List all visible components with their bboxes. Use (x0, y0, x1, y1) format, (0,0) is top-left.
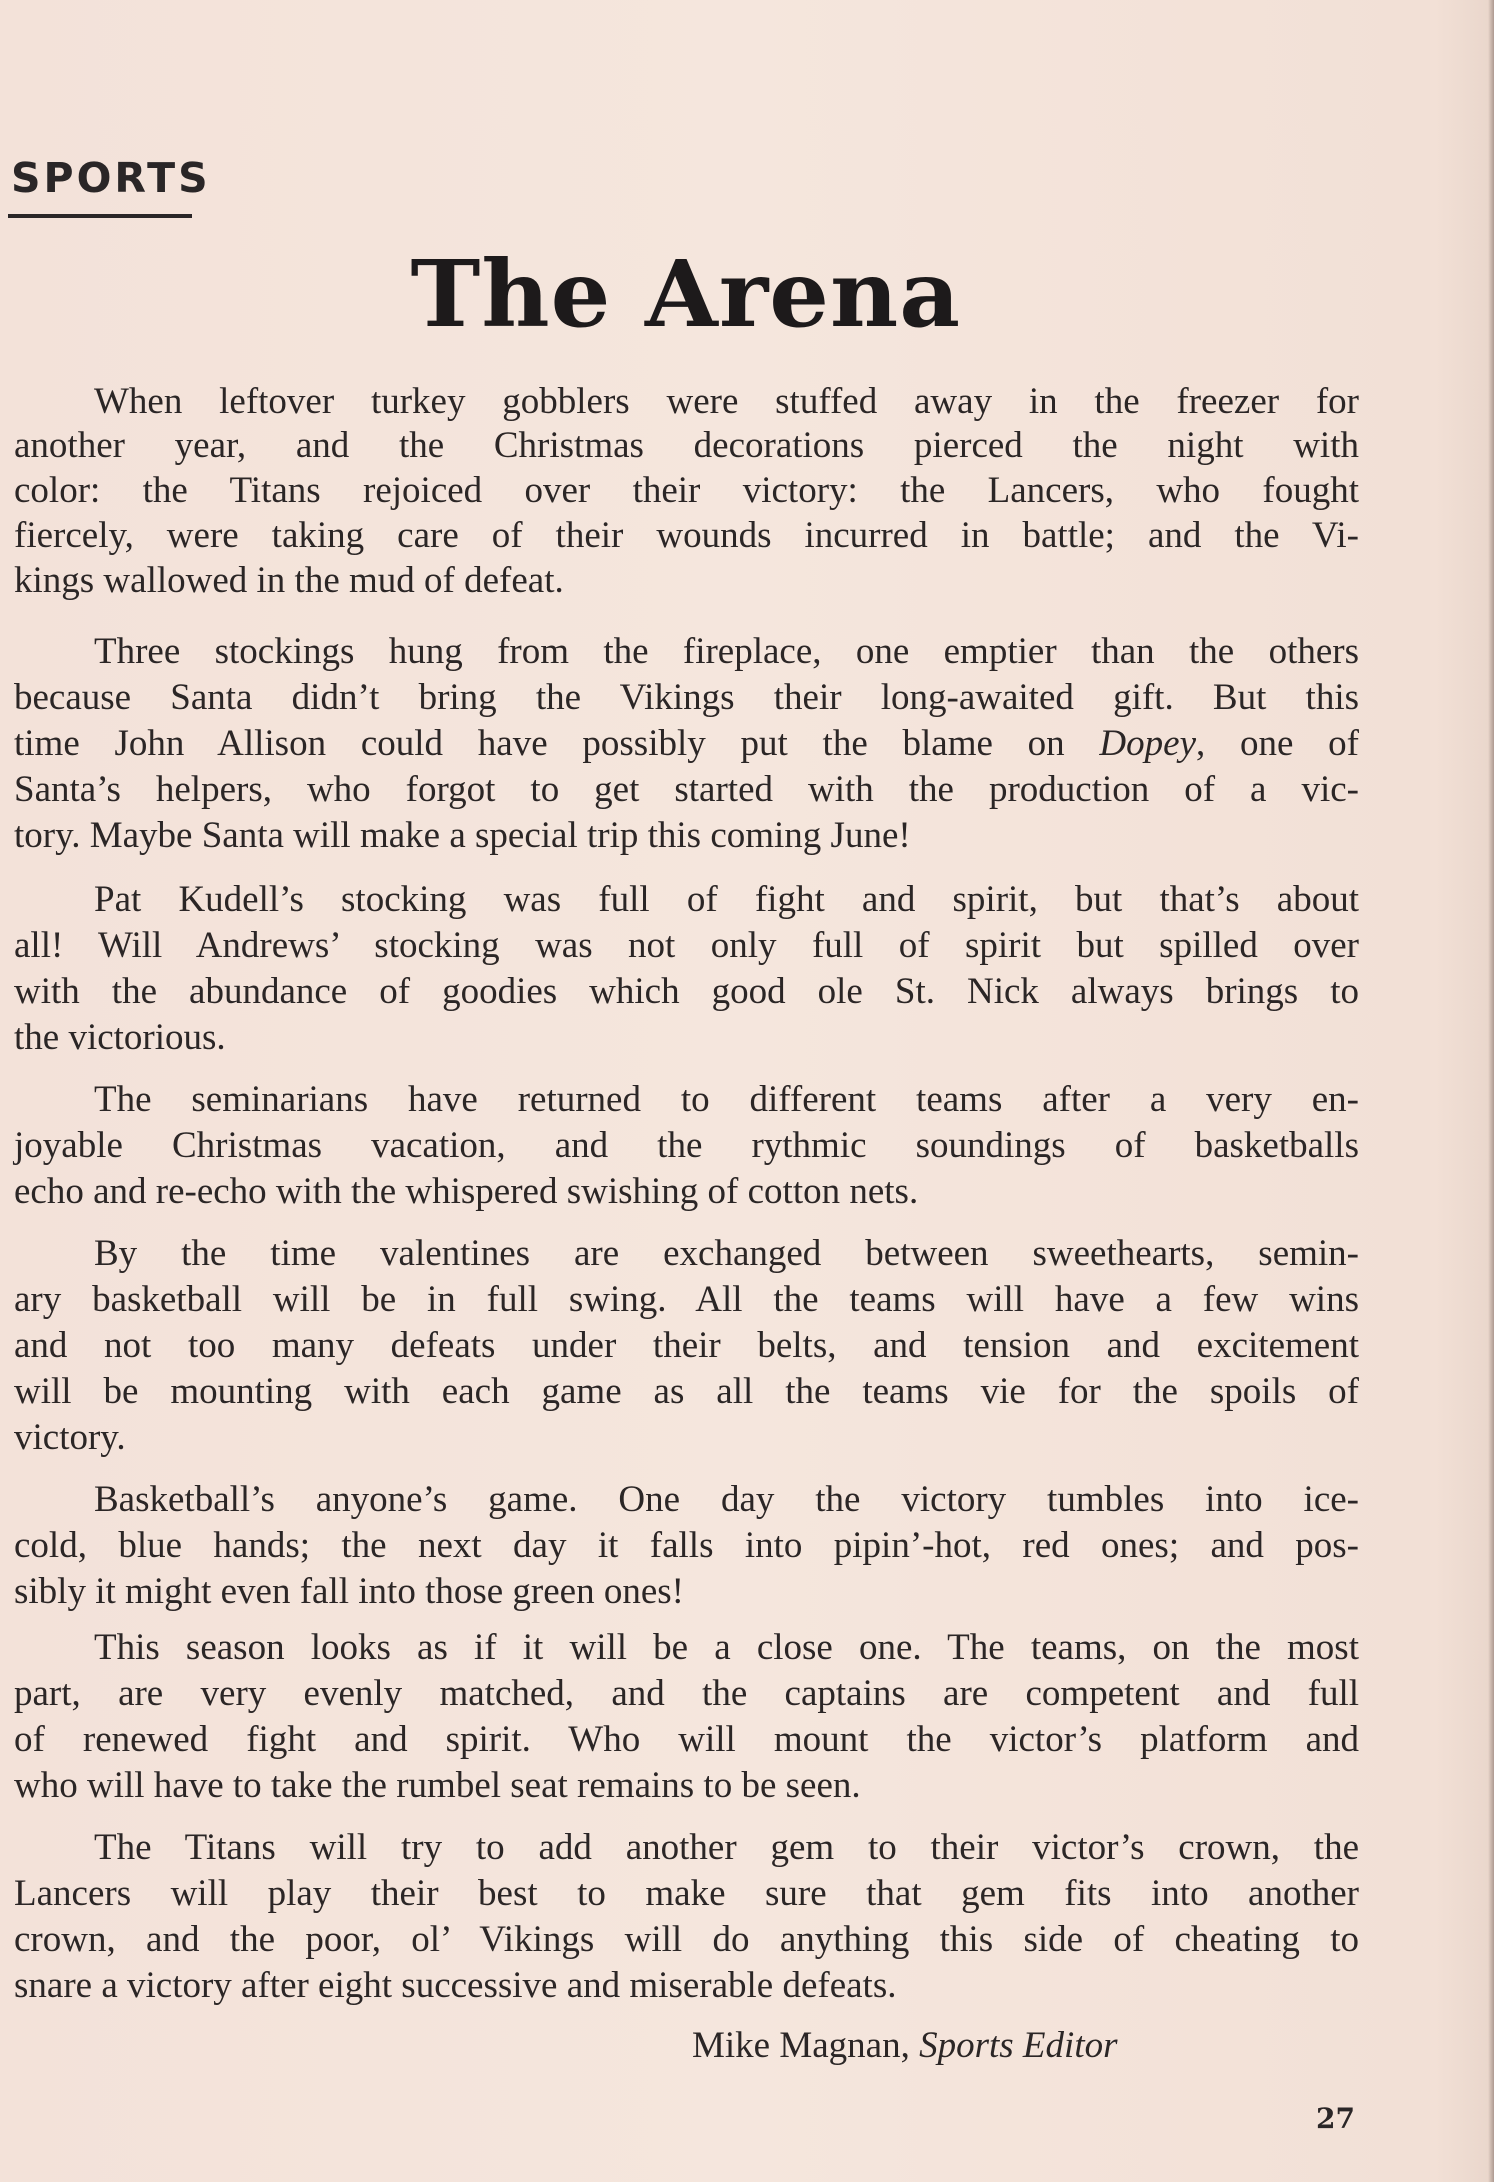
text-line: Three stockings hung from the fireplace, one emptier than the others (94, 631, 1359, 672)
text-line: color: the Titans rejoiced over their victory: the Lancers, who fought (14, 470, 1359, 511)
text-line: The Titans will try to add another gem to their victor’s crown, the (94, 1827, 1359, 1868)
text-line: cold, blue hands; the next day it falls into pipin’-hot, red ones; and pos- (14, 1525, 1359, 1566)
italic-name: Dopey (1099, 723, 1196, 764)
text-line: another year, and the Christmas decorations pierced the night with (14, 425, 1359, 466)
text-line: Basketball’s anyone’s game. One day the victory tumbles into ice- (94, 1479, 1359, 1520)
text-span: time John Allison could have possibly put the blame on (14, 723, 1100, 764)
text-line: tory. Maybe Santa will make a special trip this coming June! (14, 815, 911, 856)
byline-author: Mike Magnan, (692, 2025, 920, 2066)
text-line (14, 722, 1359, 766)
text-line: When leftover turkey gobblers were stuffed away in the freezer for (94, 381, 1359, 422)
byline (692, 2024, 1118, 2068)
text-line: the victorious. (14, 1017, 226, 1058)
text-line: part, are very evenly matched, and the captains are competent and full (14, 1673, 1359, 1714)
text-line: By the time valentines are exchanged between sweethearts, semin- (94, 1233, 1359, 1274)
section-label: SPORTS (11, 154, 211, 202)
text-line: with the abundance of goodies which good ole St. Nick always brings to (14, 971, 1359, 1012)
text-line: of renewed fight and spirit. Who will mount the victor’s platform and (14, 1719, 1359, 1760)
text-line: Lancers will play their best to make sure that gem fits into another (14, 1873, 1359, 1914)
text-line: The seminarians have returned to different teams after a very en- (94, 1079, 1359, 1120)
text-line: kings wallowed in the mud of defeat. (14, 560, 564, 601)
text-line: joyable Christmas vacation, and the rythmic soundings of basketballs (14, 1125, 1359, 1166)
text-line: fiercely, were taking care of their wounds incurred in battle; and the Vi- (14, 515, 1359, 556)
text-line: all! Will Andrews’ stocking was not only full of spirit but spilled over (14, 925, 1359, 966)
byline-role: Sports Editor (919, 2025, 1118, 2066)
article-title-text: The Arena (410, 240, 962, 348)
page-number: 27 (1316, 2102, 1355, 2135)
text-span: , one of (1196, 723, 1360, 764)
text-line: because Santa didn’t bring the Vikings their long-awaited gift. But this (14, 677, 1359, 718)
text-line: crown, and the poor, ol’ Vikings will do anything this side of cheating to (14, 1919, 1359, 1960)
section-underline (8, 214, 192, 218)
text-line: echo and re-echo with the whispered swishing of cotton nets. (14, 1171, 919, 1212)
text-line: will be mounting with each game as all the teams vie for the spoils of (14, 1371, 1359, 1412)
text-line: This season looks as if it will be a close one. The teams, on the most (94, 1627, 1359, 1668)
text-line: victory. (14, 1417, 126, 1458)
text-line: sibly it might even fall into those green ones! (14, 1571, 684, 1612)
text-line: ary basketball will be in full swing. All the teams will have a few wins (14, 1279, 1359, 1320)
article-title (0, 240, 1494, 348)
text-line: Santa’s helpers, who forgot to get started with the production of a vic- (14, 769, 1359, 810)
text-line: and not too many defeats under their belts, and tension and excitement (14, 1325, 1359, 1366)
page-edge-shadow (1488, 0, 1494, 2182)
text-line: snare a victory after eight successive and miserable defeats. (14, 1965, 897, 2006)
text-line: who will have to take the rumbel seat remains to be seen. (14, 1765, 861, 1806)
text-line: Pat Kudell’s stocking was full of fight and spirit, but that’s about (94, 879, 1359, 920)
